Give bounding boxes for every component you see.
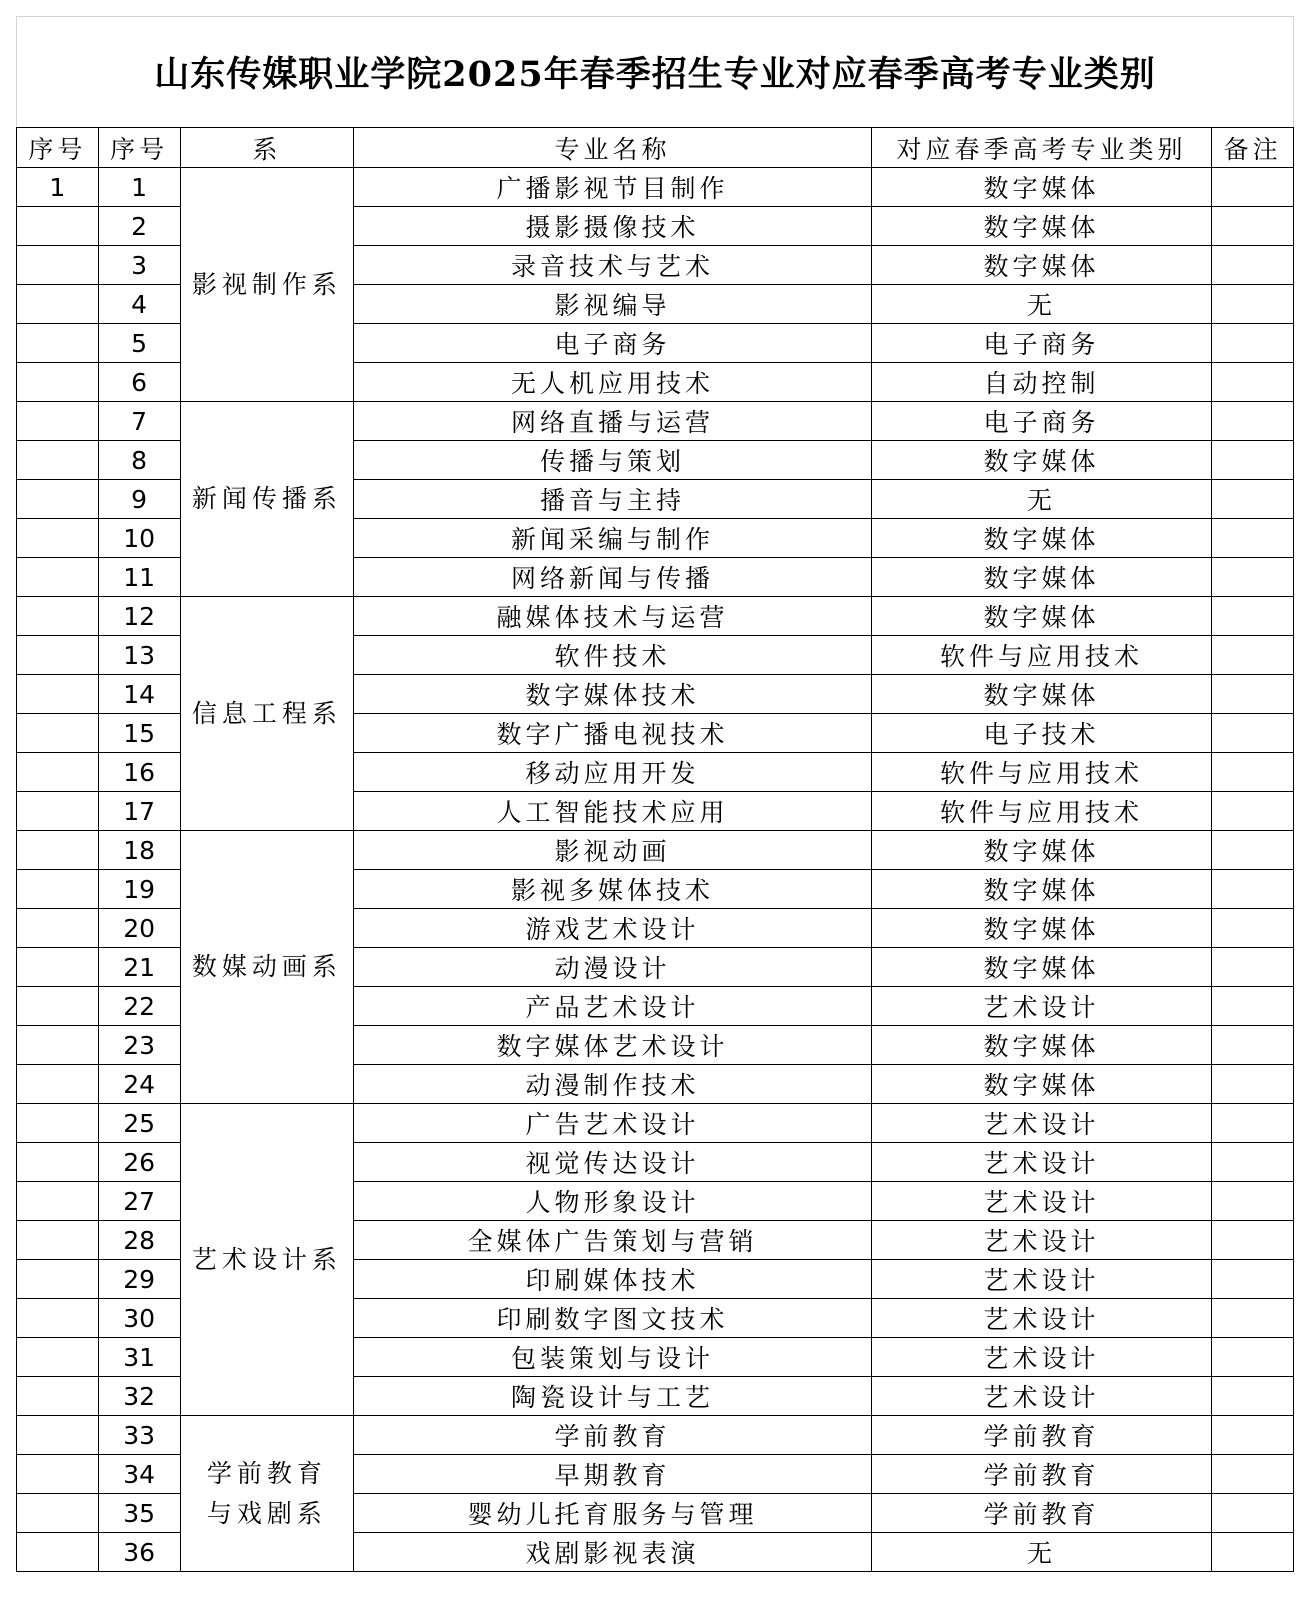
outer-seq-cell (17, 1416, 99, 1455)
note-cell (1212, 870, 1294, 909)
note-cell (1212, 597, 1294, 636)
major-cell: 全媒体广告策划与营销 (354, 1221, 871, 1260)
note-cell (1212, 987, 1294, 1026)
major-cell: 印刷媒体技术 (354, 1260, 871, 1299)
seq-cell: 29 (98, 1260, 180, 1299)
note-cell (1212, 1494, 1294, 1533)
seq-cell: 21 (98, 948, 180, 987)
category-cell: 数字媒体 (871, 948, 1211, 987)
major-cell: 录音技术与艺术 (354, 246, 871, 285)
dept-name: 信息工程系 (191, 698, 342, 728)
outer-seq-cell (17, 948, 99, 987)
seq-cell: 23 (98, 1026, 180, 1065)
category-cell: 数字媒体 (871, 207, 1211, 246)
category-cell: 艺术设计 (871, 1221, 1211, 1260)
header-note: 备注 (1212, 128, 1294, 168)
seq-cell: 16 (98, 753, 180, 792)
seq-cell: 10 (98, 519, 180, 558)
category-cell: 数字媒体 (871, 909, 1211, 948)
note-cell (1212, 1026, 1294, 1065)
major-cell: 网络新闻与传播 (354, 558, 871, 597)
note-cell (1212, 714, 1294, 753)
major-cell: 戏剧影视表演 (354, 1533, 871, 1572)
seq-cell: 18 (98, 831, 180, 870)
major-cell: 游戏艺术设计 (354, 909, 871, 948)
major-cell: 网络直播与运营 (354, 402, 871, 441)
category-cell: 数字媒体 (871, 519, 1211, 558)
major-cell: 婴幼儿托育服务与管理 (354, 1494, 871, 1533)
note-cell (1212, 324, 1294, 363)
note-cell (1212, 1143, 1294, 1182)
major-cell: 融媒体技术与运营 (354, 597, 871, 636)
header-category: 对应春季高考专业类别 (871, 128, 1211, 168)
category-cell: 学前教育 (871, 1455, 1211, 1494)
category-cell: 艺术设计 (871, 1182, 1211, 1221)
note-cell (1212, 1299, 1294, 1338)
category-cell: 艺术设计 (871, 1377, 1211, 1416)
major-cell: 影视多媒体技术 (354, 870, 871, 909)
header-seq: 序号 (98, 128, 180, 168)
category-cell: 无 (871, 285, 1211, 324)
major-cell: 摄影摄像技术 (354, 207, 871, 246)
seq-cell: 1 (98, 168, 180, 207)
category-cell: 数字媒体 (871, 558, 1211, 597)
table-row (17, 402, 1294, 441)
category-cell: 电子商务 (871, 324, 1211, 363)
seq-cell: 25 (98, 1104, 180, 1143)
note-cell (1212, 792, 1294, 831)
seq-cell: 11 (98, 558, 180, 597)
seq-cell: 35 (98, 1494, 180, 1533)
note-cell (1212, 1533, 1294, 1572)
outer-seq-cell (17, 207, 99, 246)
outer-seq-cell (17, 1494, 99, 1533)
category-cell: 学前教育 (871, 1494, 1211, 1533)
seq-cell: 15 (98, 714, 180, 753)
major-cell: 播音与主持 (354, 480, 871, 519)
outer-seq-cell (17, 870, 99, 909)
major-cell: 视觉传达设计 (354, 1143, 871, 1182)
note-cell (1212, 675, 1294, 714)
category-cell: 艺术设计 (871, 987, 1211, 1026)
note-cell (1212, 1221, 1294, 1260)
seq-cell: 7 (98, 402, 180, 441)
category-cell: 数字媒体 (871, 246, 1211, 285)
outer-seq-cell (17, 1104, 99, 1143)
note-cell (1212, 636, 1294, 675)
category-cell: 数字媒体 (871, 870, 1211, 909)
outer-seq-cell (17, 480, 99, 519)
majors-table (16, 127, 1294, 1572)
category-cell: 数字媒体 (871, 831, 1211, 870)
category-cell: 艺术设计 (871, 1260, 1211, 1299)
major-cell: 数字媒体技术 (354, 675, 871, 714)
table-body (17, 168, 1294, 1572)
dept-cell (180, 597, 354, 831)
seq-cell: 28 (98, 1221, 180, 1260)
seq-cell: 9 (98, 480, 180, 519)
seq-cell: 14 (98, 675, 180, 714)
category-cell: 无 (871, 480, 1211, 519)
major-cell: 数字广播电视技术 (354, 714, 871, 753)
major-cell: 新闻采编与制作 (354, 519, 871, 558)
outer-seq-cell (17, 1065, 99, 1104)
major-cell: 数字媒体艺术设计 (354, 1026, 871, 1065)
outer-seq-cell (17, 1260, 99, 1299)
major-cell: 人工智能技术应用 (354, 792, 871, 831)
title-row (16, 16, 1294, 127)
header-row (17, 128, 1294, 168)
page-title: 山东传媒职业学院2025年春季招生专业对应春季高考专业类别 (154, 54, 1156, 95)
note-cell (1212, 519, 1294, 558)
major-cell: 早期教育 (354, 1455, 871, 1494)
outer-seq-cell (17, 909, 99, 948)
note-cell (1212, 207, 1294, 246)
category-cell: 软件与应用技术 (871, 792, 1211, 831)
seq-cell: 3 (98, 246, 180, 285)
category-cell: 软件与应用技术 (871, 753, 1211, 792)
major-cell: 电子商务 (354, 324, 871, 363)
major-cell: 影视动画 (354, 831, 871, 870)
outer-seq-cell: 1 (17, 168, 99, 207)
outer-seq-cell (17, 597, 99, 636)
outer-seq-cell (17, 363, 99, 402)
outer-seq-cell (17, 831, 99, 870)
outer-seq-cell (17, 1338, 99, 1377)
table-row (17, 831, 1294, 870)
outer-seq-cell (17, 675, 99, 714)
category-cell: 电子商务 (871, 402, 1211, 441)
seq-cell: 8 (98, 441, 180, 480)
table-row (17, 168, 1294, 207)
table-row (17, 597, 1294, 636)
note-cell (1212, 948, 1294, 987)
category-cell: 软件与应用技术 (871, 636, 1211, 675)
dept-cell (180, 831, 354, 1104)
seq-cell: 22 (98, 987, 180, 1026)
major-cell: 印刷数字图文技术 (354, 1299, 871, 1338)
seq-cell: 36 (98, 1533, 180, 1572)
major-cell: 广播影视节目制作 (354, 168, 871, 207)
seq-cell: 6 (98, 363, 180, 402)
major-cell: 传播与策划 (354, 441, 871, 480)
category-cell: 数字媒体 (871, 1065, 1211, 1104)
seq-cell: 32 (98, 1377, 180, 1416)
major-cell: 移动应用开发 (354, 753, 871, 792)
dept-name: 数媒动画系 (191, 952, 342, 981)
category-cell: 艺术设计 (871, 1143, 1211, 1182)
dept-name-line: 与戏剧系 (206, 1498, 327, 1528)
dept-name-line: 学前教育 (206, 1458, 327, 1488)
seq-cell: 34 (98, 1455, 180, 1494)
seq-cell: 31 (98, 1338, 180, 1377)
major-cell: 广告艺术设计 (354, 1104, 871, 1143)
category-cell: 数字媒体 (871, 441, 1211, 480)
category-cell: 艺术设计 (871, 1299, 1211, 1338)
note-cell (1212, 1104, 1294, 1143)
note-cell (1212, 831, 1294, 870)
note-cell (1212, 753, 1294, 792)
note-cell (1212, 1182, 1294, 1221)
seq-cell: 24 (98, 1065, 180, 1104)
category-cell: 艺术设计 (871, 1104, 1211, 1143)
major-cell: 产品艺术设计 (354, 987, 871, 1026)
seq-cell: 17 (98, 792, 180, 831)
major-cell: 影视编导 (354, 285, 871, 324)
outer-seq-cell (17, 792, 99, 831)
note-cell (1212, 480, 1294, 519)
outer-seq-cell (17, 1026, 99, 1065)
dept-name: 影视制作系 (191, 269, 342, 299)
note-cell (1212, 558, 1294, 597)
outer-seq-cell (17, 1143, 99, 1182)
major-cell: 陶瓷设计与工艺 (354, 1377, 871, 1416)
category-cell: 无 (871, 1533, 1211, 1572)
header-seq-outer: 序号 (17, 128, 99, 168)
note-cell (1212, 1260, 1294, 1299)
seq-cell: 20 (98, 909, 180, 948)
note-cell (1212, 909, 1294, 948)
spreadsheet (16, 16, 1294, 1572)
outer-seq-cell (17, 753, 99, 792)
outer-seq-cell (17, 1533, 99, 1572)
table-row (17, 1416, 1294, 1455)
seq-cell: 26 (98, 1143, 180, 1182)
seq-cell: 19 (98, 870, 180, 909)
category-cell: 数字媒体 (871, 675, 1211, 714)
note-cell (1212, 363, 1294, 402)
seq-cell: 5 (98, 324, 180, 363)
category-cell: 学前教育 (871, 1416, 1211, 1455)
dept-name: 艺术设计系 (191, 1244, 342, 1274)
note-cell (1212, 1065, 1294, 1104)
category-cell: 自动控制 (871, 363, 1211, 402)
outer-seq-cell (17, 1182, 99, 1221)
outer-seq-cell (17, 402, 99, 441)
outer-seq-cell (17, 285, 99, 324)
header-major: 专业名称 (354, 128, 871, 168)
major-cell: 包装策划与设计 (354, 1338, 871, 1377)
seq-cell: 27 (98, 1182, 180, 1221)
dept-cell (180, 1416, 354, 1572)
outer-seq-cell (17, 1377, 99, 1416)
note-cell (1212, 168, 1294, 207)
table-row (17, 1104, 1294, 1143)
outer-seq-cell (17, 636, 99, 675)
major-cell: 无人机应用技术 (354, 363, 871, 402)
seq-cell: 2 (98, 207, 180, 246)
note-cell (1212, 285, 1294, 324)
major-cell: 动漫制作技术 (354, 1065, 871, 1104)
header-dept: 系 (180, 128, 354, 168)
outer-seq-cell (17, 1455, 99, 1494)
dept-cell (180, 402, 354, 597)
outer-seq-cell (17, 519, 99, 558)
note-cell (1212, 246, 1294, 285)
category-cell: 数字媒体 (871, 168, 1211, 207)
note-cell (1212, 1338, 1294, 1377)
outer-seq-cell (17, 714, 99, 753)
outer-seq-cell (17, 1221, 99, 1260)
note-cell (1212, 1455, 1294, 1494)
seq-cell: 4 (98, 285, 180, 324)
note-cell (1212, 441, 1294, 480)
seq-cell: 30 (98, 1299, 180, 1338)
dept-cell (180, 168, 354, 402)
category-cell: 数字媒体 (871, 1026, 1211, 1065)
note-cell (1212, 1416, 1294, 1455)
category-cell: 艺术设计 (871, 1338, 1211, 1377)
seq-cell: 33 (98, 1416, 180, 1455)
seq-cell: 12 (98, 597, 180, 636)
seq-cell: 13 (98, 636, 180, 675)
outer-seq-cell (17, 987, 99, 1026)
category-cell: 数字媒体 (871, 597, 1211, 636)
outer-seq-cell (17, 441, 99, 480)
outer-seq-cell (17, 1299, 99, 1338)
outer-seq-cell (17, 246, 99, 285)
major-cell: 软件技术 (354, 636, 871, 675)
outer-seq-cell (17, 558, 99, 597)
category-cell: 电子技术 (871, 714, 1211, 753)
outer-seq-cell (17, 324, 99, 363)
dept-cell (180, 1104, 354, 1416)
major-cell: 学前教育 (354, 1416, 871, 1455)
note-cell (1212, 1377, 1294, 1416)
major-cell: 人物形象设计 (354, 1182, 871, 1221)
note-cell (1212, 402, 1294, 441)
dept-name: 新闻传播系 (191, 484, 342, 513)
major-cell: 动漫设计 (354, 948, 871, 987)
